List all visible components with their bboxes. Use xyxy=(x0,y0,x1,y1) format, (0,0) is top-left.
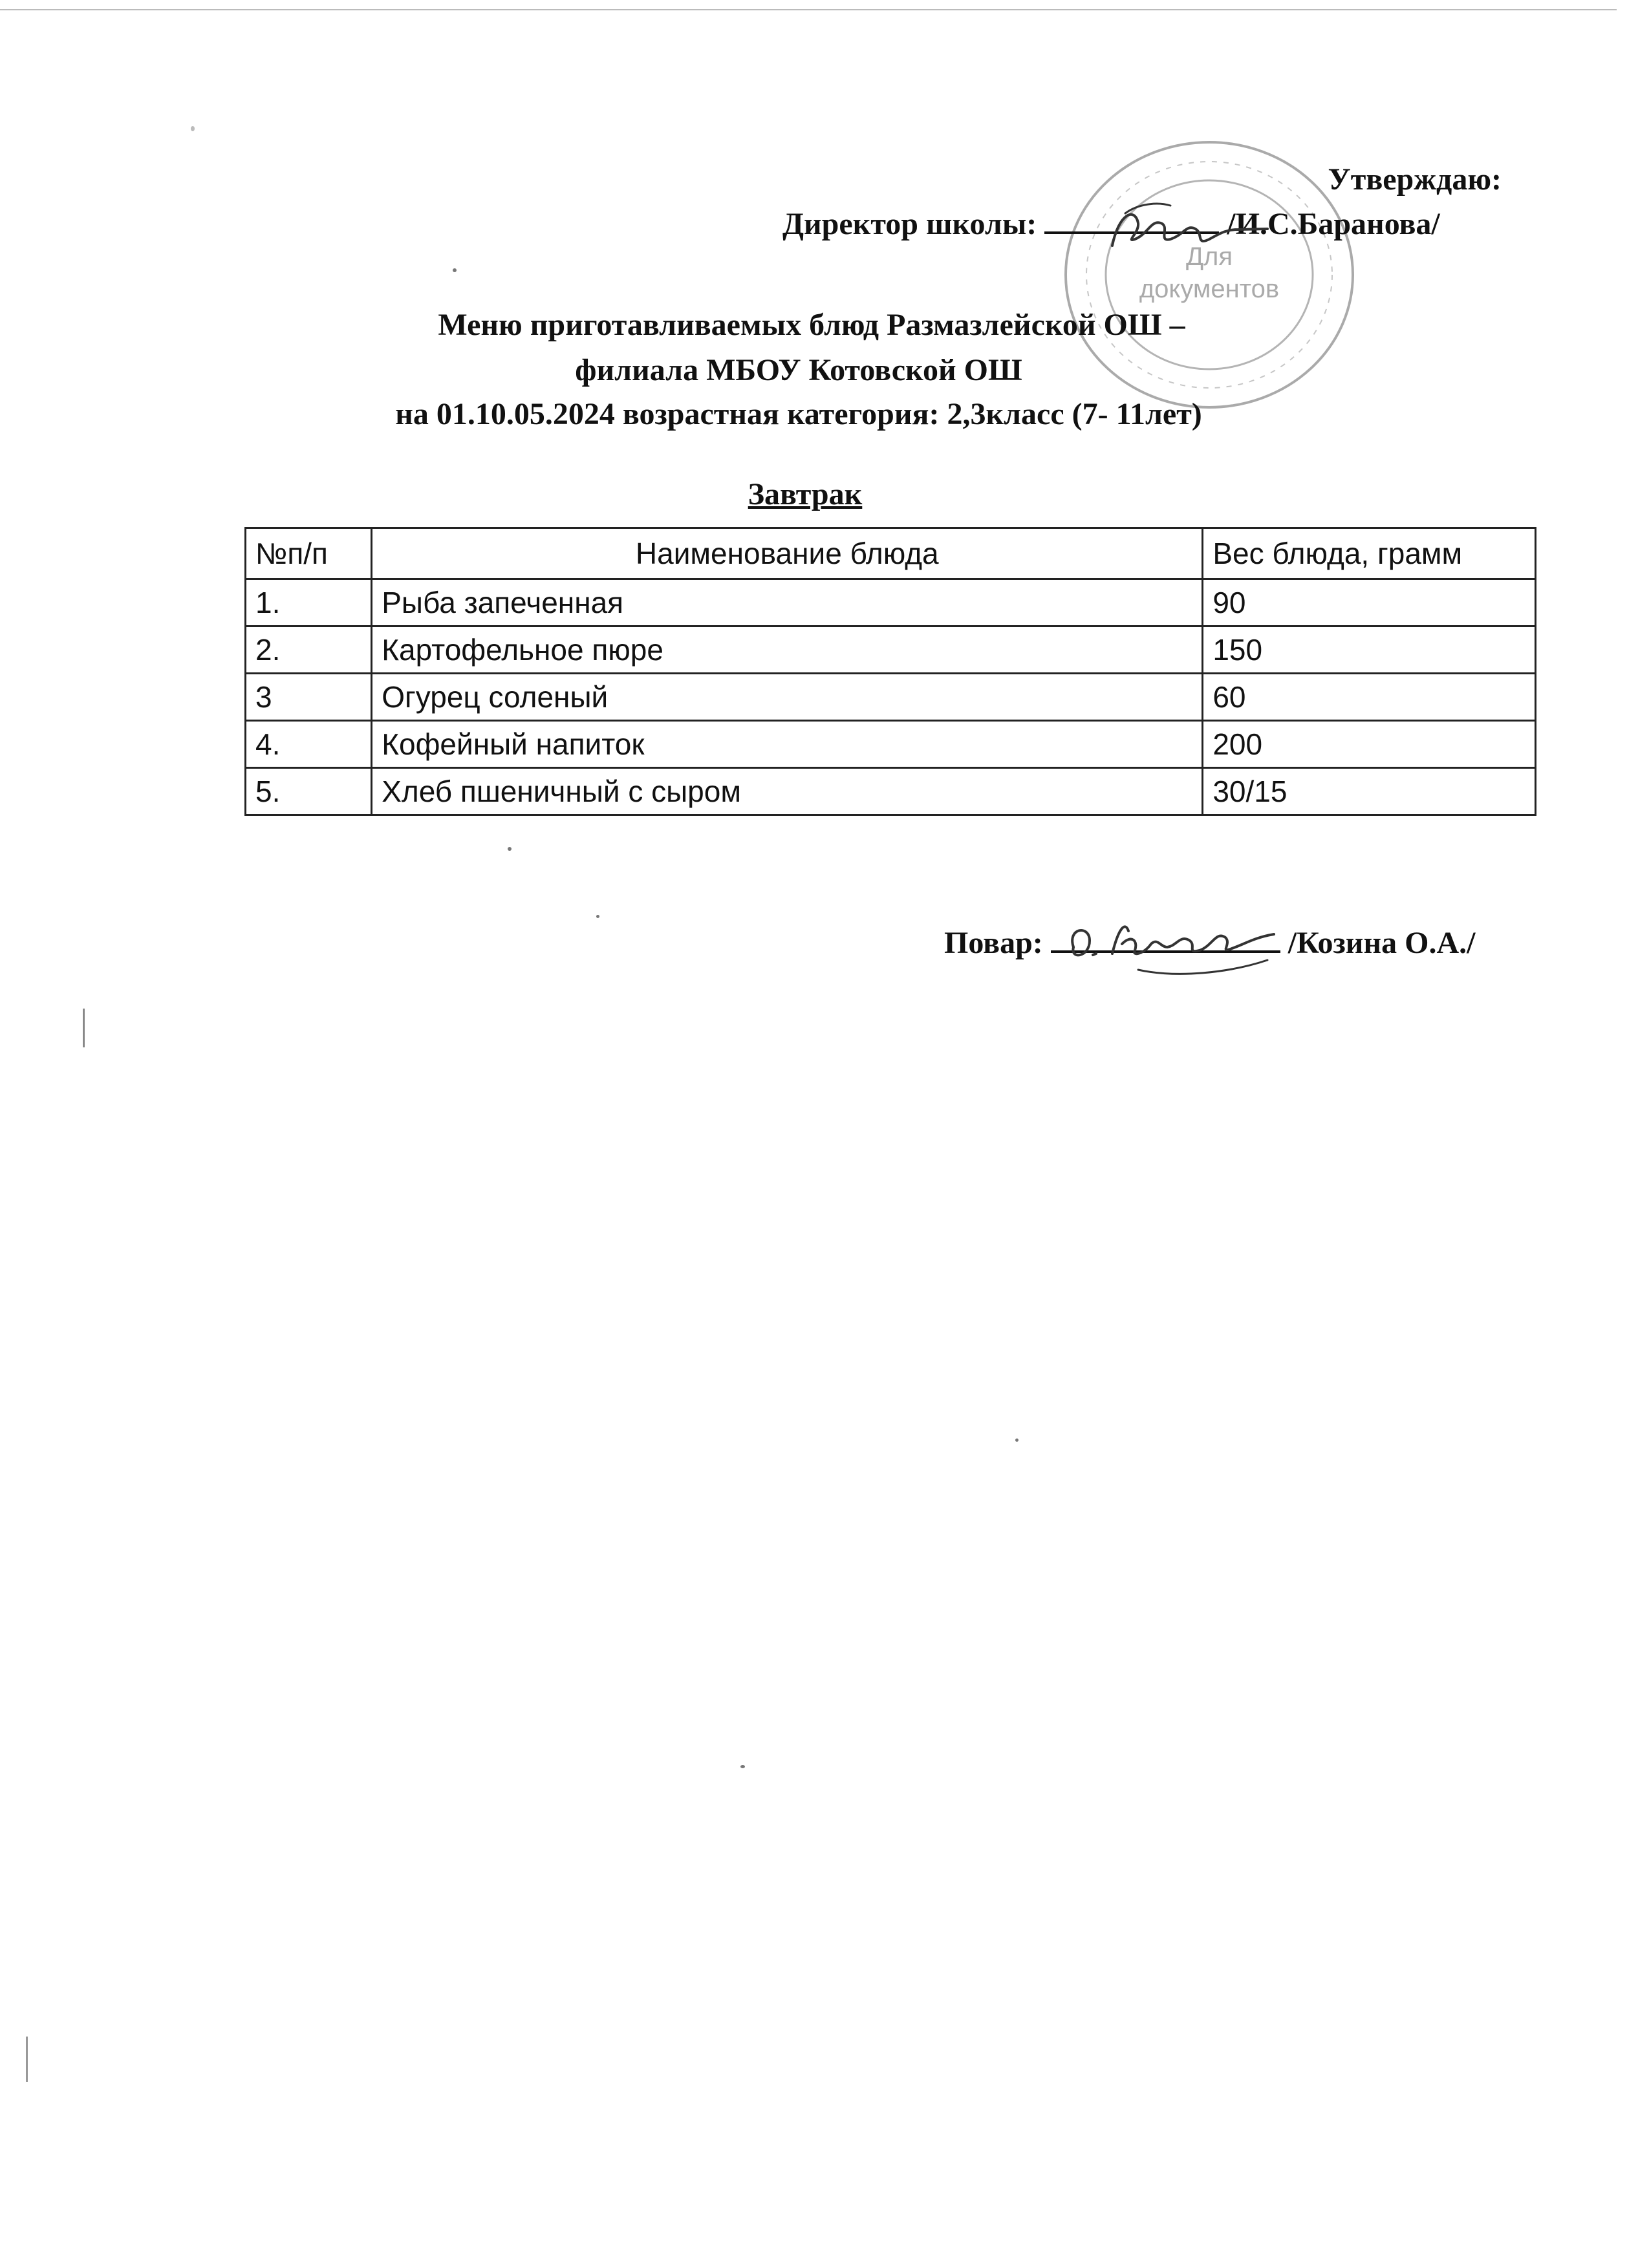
row-number: 5. xyxy=(246,768,372,815)
table-row xyxy=(246,674,1536,721)
scan-edge-left-2 xyxy=(26,2037,28,2082)
document-title-line-1: Меню приготавливаемых блюд Размазлейской ОШ – xyxy=(438,308,1185,342)
cook-name: /Козина О.А./ xyxy=(1288,926,1476,960)
scan-edge-left xyxy=(83,1009,85,1047)
row-weight: 60 xyxy=(1203,674,1536,721)
approve-label: Утверждаю: xyxy=(1328,162,1502,197)
header-dish-name: Наименование блюда xyxy=(372,528,1203,579)
scan-speck xyxy=(596,915,599,918)
row-weight: 150 xyxy=(1203,626,1536,674)
cook-label: Повар: xyxy=(944,926,1043,960)
menu-table xyxy=(244,527,1536,816)
row-dish-name: Хлеб пшеничный с сыром xyxy=(372,768,1203,815)
scan-speck xyxy=(1015,1439,1018,1442)
document-title-line-3: на 01.10.05.2024 возрастная категория: 2,3класс (7- 11лет) xyxy=(395,397,1202,431)
row-number: 1. xyxy=(246,579,372,626)
row-weight: 90 xyxy=(1203,579,1536,626)
row-dish-name: Рыба запеченная xyxy=(372,579,1203,626)
table-row xyxy=(246,721,1536,768)
director-label: Директор школы: xyxy=(782,207,1037,241)
table-header-row xyxy=(246,528,1536,579)
row-dish-name: Кофейный напиток xyxy=(372,721,1203,768)
row-weight: 30/15 xyxy=(1203,768,1536,815)
row-number: 2. xyxy=(246,626,372,674)
row-number: 4. xyxy=(246,721,372,768)
scan-speck xyxy=(453,268,457,272)
row-dish-name: Огурец соленый xyxy=(372,674,1203,721)
table-row xyxy=(246,768,1536,815)
stamp-text-2: документов xyxy=(1139,275,1280,303)
director-name: /И.С.Баранова/ xyxy=(1227,207,1440,241)
scan-speck xyxy=(508,847,512,851)
scan-edge-top xyxy=(0,9,1617,10)
row-dish-name: Картофельное пюре xyxy=(372,626,1203,674)
header-number: №п/п xyxy=(246,528,372,579)
row-weight: 200 xyxy=(1203,721,1536,768)
scan-speck xyxy=(191,126,195,131)
table-row xyxy=(246,626,1536,674)
meal-section-title: Завтрак xyxy=(748,477,863,511)
director-handwritten-signature xyxy=(1099,194,1280,265)
row-number: 3 xyxy=(246,674,372,721)
scan-speck xyxy=(740,1765,745,1768)
cook-handwritten-signature xyxy=(1061,908,1293,986)
header-weight: Вес блюда, грамм xyxy=(1203,528,1536,579)
document-title-line-2: филиала МБОУ Котовской ОШ xyxy=(575,353,1022,387)
stamp-text-1: Для xyxy=(1185,242,1233,271)
table-row xyxy=(246,579,1536,626)
